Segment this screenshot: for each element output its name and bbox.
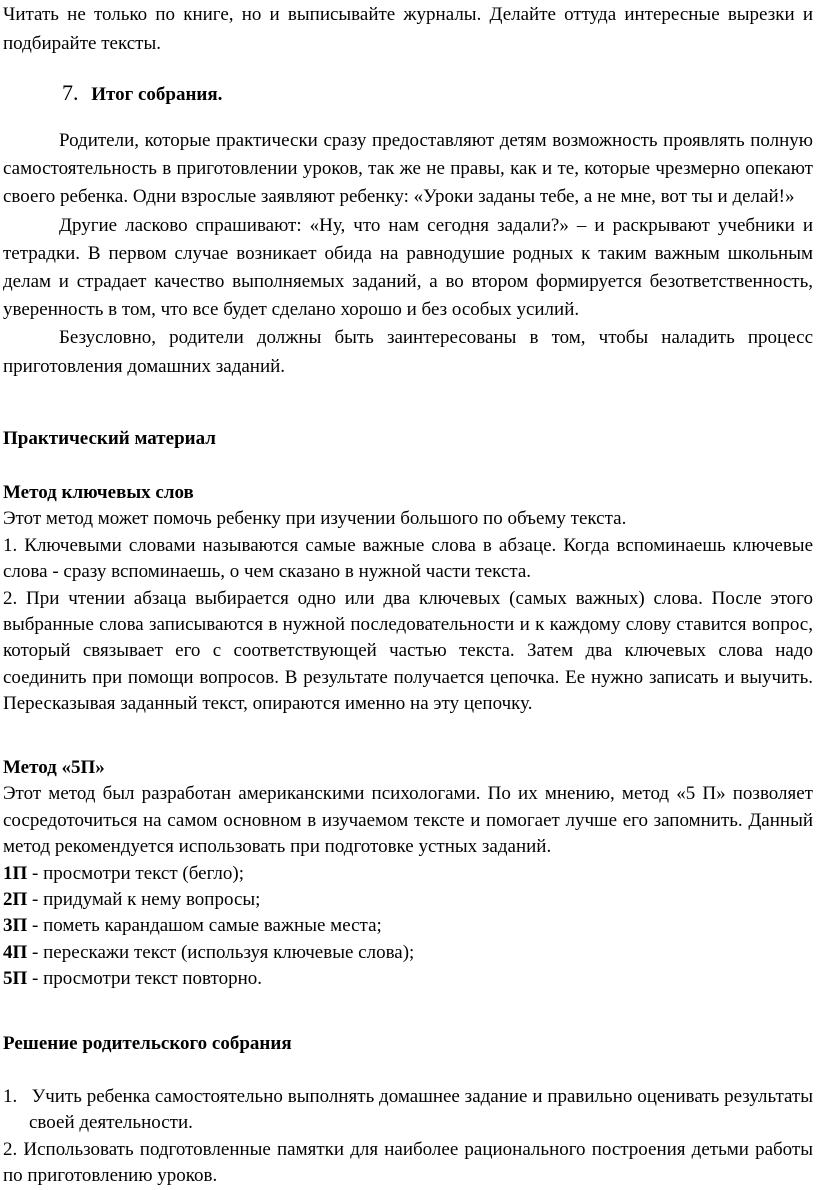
keywords-line: Этот метод может помочь ребенку при изучении большого по объему текста. xyxy=(3,508,627,530)
step-item: 2П - придумай к нему вопросы; xyxy=(3,889,261,911)
step-item: 3П - пометь карандашом самые важные места; xyxy=(3,915,382,937)
decision-item: 2. Использовать подготовленные памятки для наиболее рационального построения детьми работы по приготовлению уроков. xyxy=(3,1138,813,1187)
paragraph: Безусловно, родители должны быть заинтересованы в том, чтобы наладить процесс приготовления домашних заданий. xyxy=(3,327,813,377)
parents-section xyxy=(3,127,813,381)
keywords-method-section xyxy=(3,480,813,718)
intro-paragraph: Читать не только по книге, но и выписывайте журналы. Делайте оттуда интересные вырезки и подбирайте тексты. xyxy=(3,4,813,54)
keywords-line: 2. При чтении абзаца выбирается одно или два ключевых (самых важных) слова. После этого выбранные слова записываются в нужной последовательности и к каждому слову ставится вопрос, который связывает его с соответствующей частью текста. Затем два ключевых слова надо соединить при помощи вопросов. В результате получается цепочка. Ее нужно записать и выучить. Пересказывая заданный текст, опираются именно на эту цепочку. xyxy=(3,587,813,715)
method-5p-heading: Метод «5П» xyxy=(3,757,105,778)
step-item: 1П - просмотри текст (бегло); xyxy=(3,862,244,884)
decision-heading: Решение родительского собрания xyxy=(3,1033,292,1054)
section-number: 7. xyxy=(62,80,79,105)
keywords-line: 1. Ключевыми словами называются самые важные слова в абзаце. Когда вспоминаешь ключевые слова - сразу вспоминаешь, о чем сказано в нужной части текста. xyxy=(3,534,813,583)
decision-list xyxy=(3,1084,813,1190)
step-item: 5П - просмотри текст повторно. xyxy=(3,968,263,990)
method-5p-intro: Этот метод был разработан американскими психологами. По их мнению, метод «5 П» позволяет сосредоточиться на самом основном в изучаемом тексте и помогает лучше его запомнить. Данный метод рекомендуется использовать при подготовке устных заданий. xyxy=(3,783,813,858)
step-item: 4П - перескажи текст (используя ключевые слова); xyxy=(3,941,415,963)
keywords-method-heading: Метод ключевых слов xyxy=(3,482,194,503)
paragraph: Другие ласково спрашивают: «Ну, что нам сегодня задали?» – и раскрывают учебники и тетрадки. В первом случае возникает обида на равнодушие родных к таким важным школьным делам и страдает качество выполняемых заданий, а во втором формируется безответственность, уверенность в том, что все будет сделано хорошо и без особых усилий. xyxy=(3,214,813,321)
paragraph: Родители, которые практически сразу предоставляют детям возможность проявлять полную самостоятельность в приготовлении уроков, так же не правы, как и те, которые чрезмерно опекают своего ребенка. Одни взрослые заявляют ребенку: «Уроки заданы тебе, а не мне, вот ты и делай!» xyxy=(3,130,813,208)
decision-item: 1. Учить ребенка самостоятельно выполнять домашнее задание и правильно оценивать результаты своей деятельности. xyxy=(3,1086,814,1134)
section-title: Итог собрания. xyxy=(91,84,223,105)
section-7-heading xyxy=(62,78,222,110)
method-5p-section xyxy=(3,755,813,993)
practical-heading: Практический материал xyxy=(3,428,216,449)
